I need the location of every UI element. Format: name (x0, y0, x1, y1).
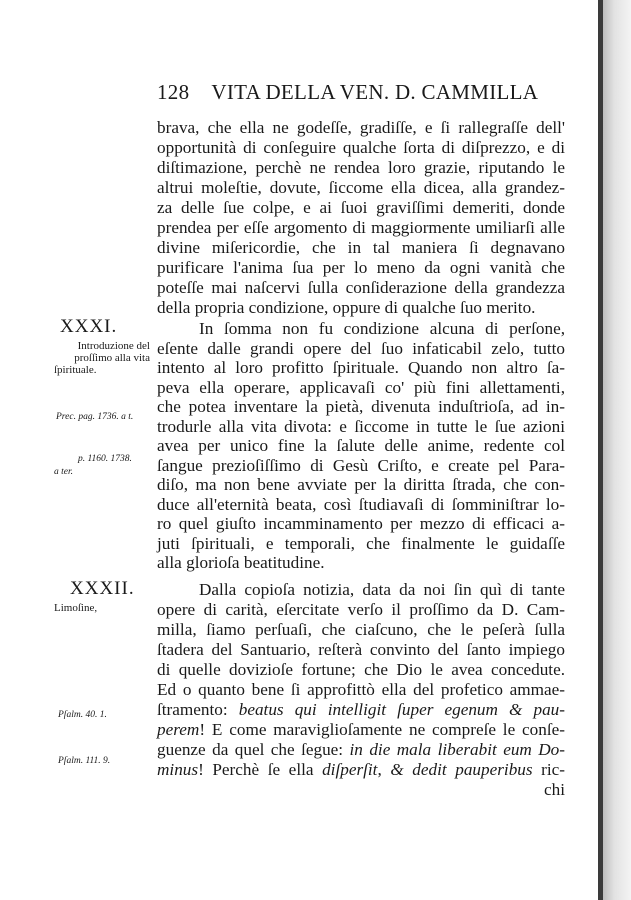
text-span: ! Perchè ſe ella (198, 760, 323, 779)
italic-quote: in die mala liberabit eum Do- (349, 740, 566, 759)
text-span: diſo, ma non bene avviate per la diritta ſtrada, che con- (157, 475, 565, 494)
margin-ref-3: Pſalm. 40. 1. (58, 710, 107, 720)
text-line (157, 138, 565, 158)
margin-note-31 (54, 340, 150, 376)
text-line (157, 600, 565, 620)
text-span: ſtadera del Santuario, reſterà convinto del ſanto impiego (157, 640, 565, 659)
italic-quote: & dedit pauperibus (390, 760, 533, 779)
text-span: poteſſe mai naſcervi ſulla conſiderazione della grandezza (157, 278, 565, 297)
margin-note-line: proſſimo alla vita (74, 352, 150, 364)
margin-note-line: Introduzione del (77, 340, 150, 352)
italic-quote: beatus qui intelligit ſuper egenum & pau- (238, 700, 565, 719)
text-line (157, 475, 565, 495)
running-title: VITA DELLA VEN. D. CAMMILLA (211, 80, 539, 104)
text-line (157, 553, 565, 573)
text-span: brava, che ella ne godeſſe, gradiſſe, e ſi rallegraſſe dell' (157, 118, 565, 137)
text-line (157, 700, 565, 720)
paragraph-1 (157, 118, 565, 318)
text-span: ſtramento: (157, 700, 239, 719)
text-line (157, 417, 565, 437)
text-span: trodurle alla vita divota: e ſiccome in tutte le ſue azioni (157, 416, 565, 436)
margin-ref-2-cont: a ter. (54, 467, 73, 477)
text-line (157, 319, 565, 339)
text-span: ric- (532, 760, 566, 779)
text-span: In ſomma non fu condizione alcuna di perſone, (199, 319, 565, 338)
text-line (157, 298, 565, 318)
italic-quote: perem (157, 720, 200, 739)
text-line (157, 436, 565, 456)
text-span: altrui moleſtie, dovute, ſiccome ella dicea, alla grandez- (157, 178, 565, 197)
text-span: purificare l'anima ſua per lo meno da ogni vanità che (157, 258, 565, 277)
section-numeral-32: XXXII. (70, 578, 135, 599)
page-number: 128 (157, 80, 190, 104)
text-line (157, 258, 565, 278)
text-line (157, 198, 565, 218)
text-line (157, 620, 565, 640)
text-span: diſtimazione, perchè ne rendea loro grazie, riputando le (157, 158, 565, 177)
text-span: peva ella operare, applicavaſi co' più fini allettamenti, (157, 377, 565, 397)
text-span: za delle ſue colpe, e ai ſuoi graviſſimi demeriti, donde (157, 198, 565, 217)
text-line (157, 339, 565, 359)
text-span: eſente dalle grandi opere del ſuo infaticabil zelo, tutto (157, 338, 565, 358)
text-span: , (377, 760, 391, 779)
text-line (157, 238, 565, 258)
page-shadow (603, 0, 631, 900)
text-line (157, 780, 565, 800)
text-line (157, 680, 565, 700)
text-span: milla, ſiamo perſuaſi, che ciaſcuno, che le peſerà ſulla (157, 620, 565, 639)
text-span: opere di carità, eſercitate verſo il proſſimo da D. Cam- (157, 600, 565, 619)
margin-ref-4: Pſalm. 111. 9. (58, 756, 111, 766)
paragraph-3 (157, 580, 565, 800)
text-line (157, 495, 565, 515)
text-line (157, 358, 565, 378)
text-span: che potea inventare la pietà, divenuta induſtrioſa, ad in- (157, 397, 565, 416)
text-span: della propria condizione, oppure di qualche ſuo merito. (157, 298, 536, 317)
text-line (157, 534, 565, 554)
text-line (157, 178, 565, 198)
text-line (157, 580, 565, 600)
italic-quote: diſperſit (322, 760, 378, 779)
text-line (157, 456, 565, 476)
text-span: Dalla copioſa notizia, data da noi ſin quì di tante (199, 580, 565, 599)
text-line (157, 740, 565, 760)
text-span: juti ſpirituali, e temporali, che finalmente le guidaſſe (157, 533, 565, 553)
text-span: ro quel giuſto incamminamento per mezzo di efficaci a- (157, 514, 565, 533)
text-line (157, 218, 565, 238)
italic-quote: minus (157, 760, 199, 779)
text-line (157, 118, 565, 138)
text-line (157, 158, 565, 178)
section-numeral-31: XXXI. (60, 316, 118, 337)
text-line (157, 640, 565, 660)
text-span: ! E come maraviglioſamente ne compreſe le conſe- (199, 720, 565, 739)
text-span: prendea per eſſe argomento di maggiormente umiliarſi alle (157, 218, 565, 237)
text-line (157, 760, 565, 780)
text-span: Ed o quanto bene ſi approfittò ella del profetico ammae- (157, 680, 565, 699)
text-span: ſangue prezioſiſſimo di Gesù Criſto, e create pel Para- (157, 455, 565, 475)
text-span: intento al loro profitto ſpirituale. Quando non altro ſa- (157, 358, 565, 377)
text-line (157, 378, 565, 398)
text-span: alla glorioſa beatitudine. (157, 553, 325, 572)
margin-ref-2: p. 1160. 1738. (78, 454, 132, 464)
margin-note-line: ſpirituale. (54, 364, 97, 376)
text-span: avea per unico fine la ſalute delle anime, redente col (157, 436, 565, 455)
text-span: guenze da quel che ſegue: (157, 740, 350, 759)
text-line (157, 660, 565, 680)
text-span: chi (544, 780, 565, 799)
text-line (157, 514, 565, 534)
text-span: opportunità di conſeguire qualche ſorta di diſprezzo, e di (157, 138, 565, 157)
text-line (157, 720, 565, 740)
text-line (157, 397, 565, 417)
margin-note-32: Limoſine, (54, 602, 98, 614)
paragraph-2 (157, 319, 565, 573)
text-span: divine miſericordie, che in tal maniera ſi degnavano (157, 238, 565, 257)
text-span: duce all'eternità beata, così ſtudiavaſi di ſomminiſtrar lo- (157, 494, 565, 514)
margin-ref-1: Prec. pag. 1736. a t. (56, 412, 134, 422)
text-line (157, 278, 565, 298)
text-span: di quelle dovizioſe fortune; che Dio le avea concedute. (157, 660, 565, 679)
running-header (157, 80, 567, 105)
